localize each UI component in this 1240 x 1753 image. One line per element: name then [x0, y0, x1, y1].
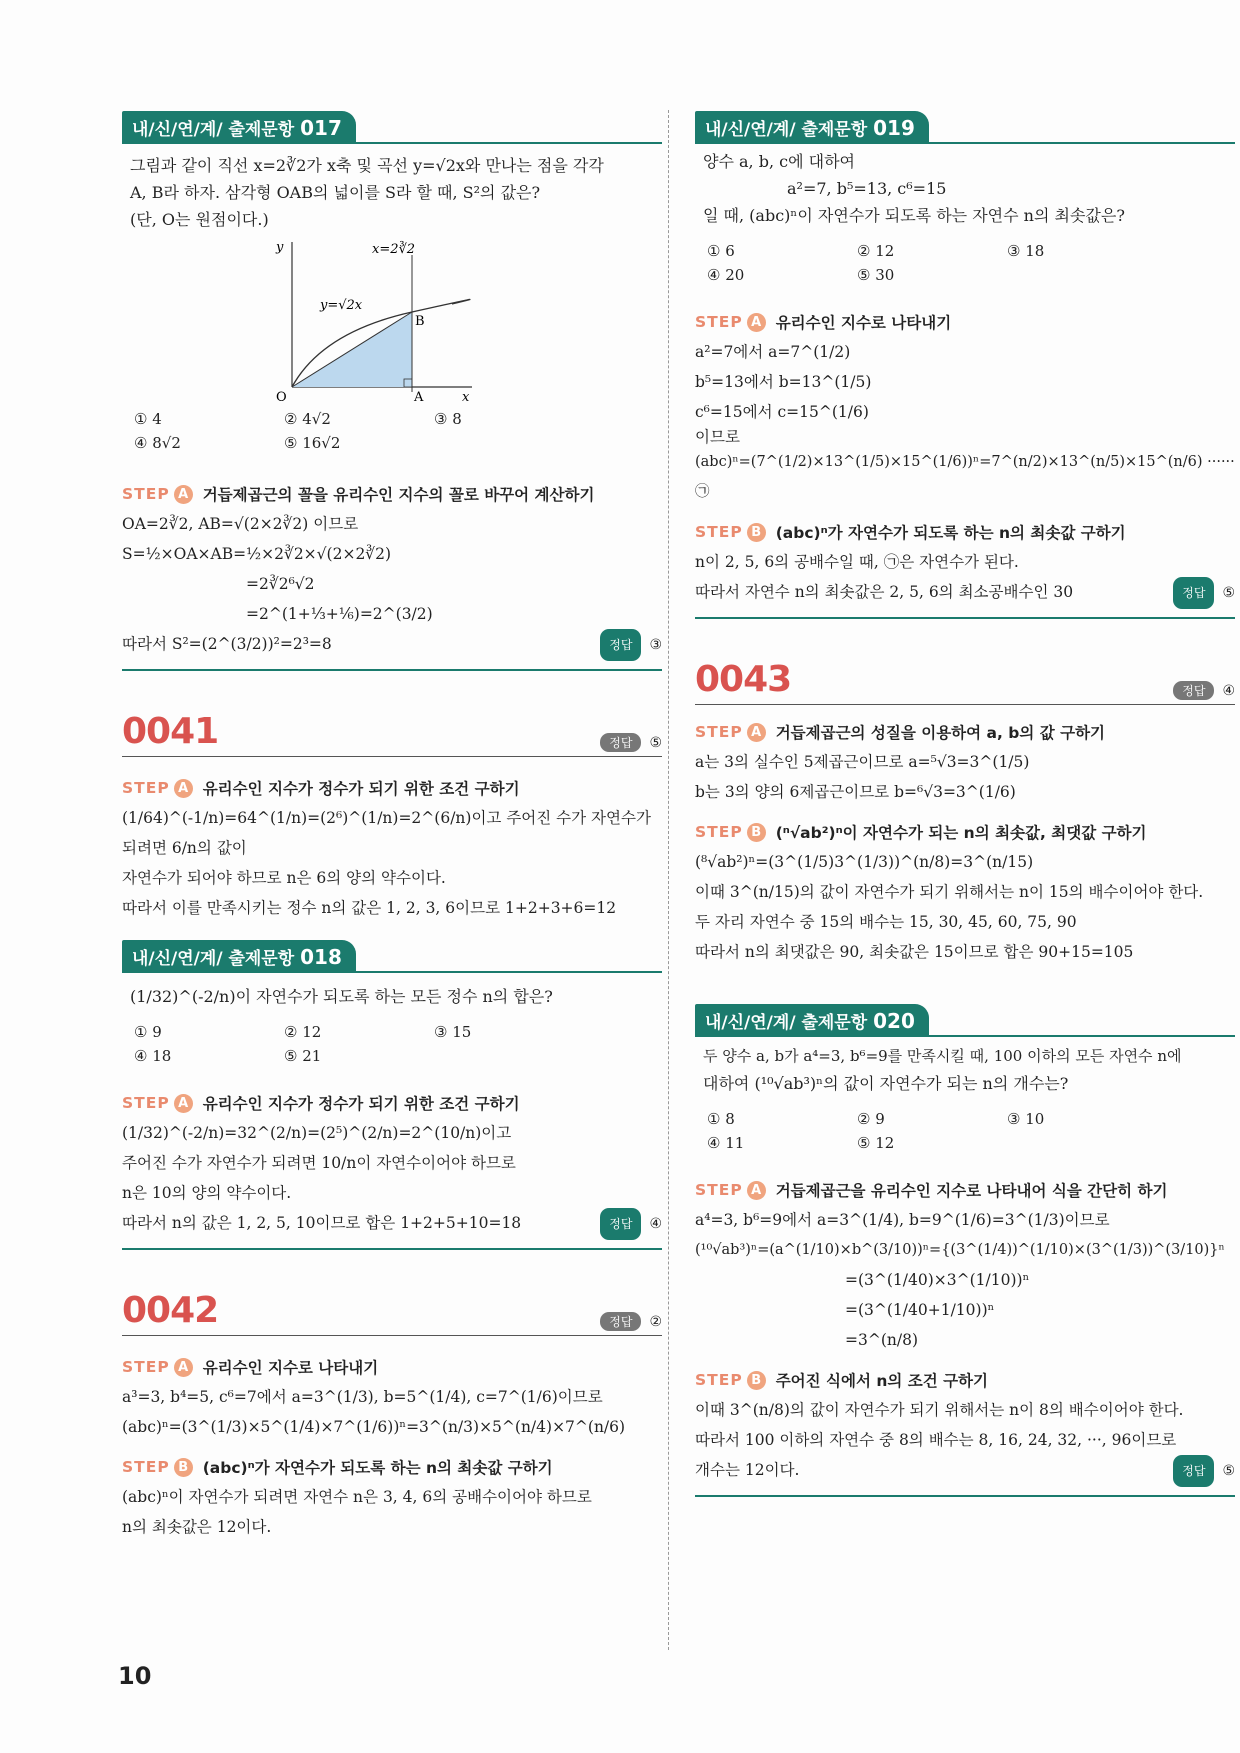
choice: ⑤ 30 — [857, 266, 895, 284]
header-rule — [356, 971, 662, 973]
step-title: (abc)ⁿ가 자연수가 되도록 하는 n의 최솟값 구하기 — [202, 1459, 553, 1477]
choice: ② 4√2 — [284, 410, 331, 428]
question-017 — [122, 152, 662, 233]
step-title: (ⁿ√ab²)ⁿ이 자연수가 되는 n의 최솟값, 최댓값 구하기 — [775, 824, 1147, 842]
step-letter: B — [747, 823, 766, 842]
step-b-0043 — [695, 821, 1235, 843]
problem-number: 0042 — [122, 1290, 219, 1331]
solution-line: 따라서 100 이하의 자연수 중 8의 배수는 8, 16, 24, 32, ···, 96이므로 — [695, 1431, 1177, 1449]
choices-020 — [695, 1107, 1235, 1155]
step-title: 거듭제곱근을 유리수인 지수로 나타내어 식을 간단히 하기 — [775, 1182, 1168, 1200]
choice: ④ 8√2 — [134, 434, 181, 452]
problem-number: 0041 — [122, 711, 219, 752]
solution-line: 이때 3^(n/15)의 값이 자연수가 되기 위해서는 n이 15의 배수이어야 한다. — [695, 883, 1204, 901]
solution-line: 두 자리 자연수 중 15의 배수는 15, 30, 45, 60, 75, 90 — [695, 913, 1077, 931]
solution-line: (¹⁰√ab³)ⁿ=(a^(1/10)×b^(3/10))ⁿ={(3^(1/4))^(1/10)×(3^(1/3))^(3/10)}ⁿ — [695, 1242, 1225, 1258]
question-line: (단, O는 원점이다.) — [130, 210, 269, 229]
step-tag: STEP — [122, 1358, 170, 1376]
question-019 — [695, 148, 1235, 229]
line-equation-label: x=2∛2 — [372, 242, 416, 257]
choice: ④ 11 — [707, 1134, 745, 1152]
step-title: (abc)ⁿ가 자연수가 되도록 하는 n의 최솟값 구하기 — [775, 524, 1126, 542]
choices-018 — [122, 1020, 662, 1068]
step-tag: STEP — [122, 1458, 170, 1476]
step-title: 유리수인 지수로 나타내기 — [775, 314, 952, 332]
step-letter: A — [174, 779, 193, 798]
question-line: 양수 a, b, c에 대하여 — [703, 152, 855, 171]
step-title: 유리수인 지수가 정수가 되기 위한 조건 구하기 — [202, 780, 520, 798]
step-title: 주어진 식에서 n의 조건 구하기 — [775, 1372, 988, 1390]
point-a-label: A — [414, 390, 424, 405]
step-a-020 — [695, 1179, 1235, 1201]
solution-line: c⁶=15에서 c=15^(1/6) — [695, 403, 869, 421]
answer-value: ③ — [649, 637, 662, 653]
header-prefix: 내/신/연/계/ 출제문항 — [132, 119, 295, 140]
problem-header-017 — [122, 110, 662, 144]
solution-line: S=½×OA×AB=½×2∛2×√(2×2∛2) — [122, 545, 392, 563]
answer-badge: 정답 — [600, 1208, 641, 1240]
question-020 — [695, 1043, 1235, 1097]
step-title: 거듭제곱근의 꼴을 유리수인 지수의 꼴로 바꾸어 계산하기 — [202, 486, 595, 504]
section-separator — [695, 1495, 1235, 1497]
answer-019 — [1173, 577, 1235, 609]
solution-line: 개수는 12이다. — [695, 1461, 800, 1479]
step-tag: STEP — [695, 1371, 743, 1389]
problem-code: 017 — [300, 115, 342, 140]
graph-017 — [262, 237, 522, 405]
solution-line: 따라서 자연수 n의 최솟값은 2, 5, 6의 최소공배수인 30 — [695, 583, 1074, 601]
answer-0041 — [600, 733, 662, 752]
solution-line: (1/64)^(-1/n)=64^(1/n)=(2⁶)^(1/n)=2^(6/n)이고 주어진 수가 자연수가 되려면 6/n의 값이 — [122, 809, 651, 857]
header-rule — [929, 1035, 1235, 1037]
solution-line: (abc)ⁿ=(3^(1/3)×5^(1/4)×7^(1/6))ⁿ=3^(n/3)×5^(n/4)×7^(n/6) — [122, 1418, 626, 1436]
solution-line: 따라서 이를 만족시키는 정수 n의 값은 1, 2, 3, 6이므로 1+2+3+6=12 — [122, 899, 617, 917]
question-line: 대하여 (¹⁰√ab³)ⁿ의 값이 자연수가 되는 n의 개수는? — [703, 1074, 1069, 1093]
page-number: 10 — [118, 1662, 152, 1690]
right-column — [695, 110, 1235, 1497]
solution-line: a⁴=3, b⁶=9에서 a=3^(1/4), b=9^(1/6)=3^(1/3)이므로 — [695, 1211, 1110, 1229]
choice: ⑤ 12 — [857, 1134, 895, 1152]
left-column — [122, 110, 662, 1542]
problem-0043-header — [695, 659, 1235, 705]
step-letter: B — [174, 1458, 193, 1477]
curve-equation-label: y=√2x — [320, 298, 363, 313]
choice: ① 4 — [134, 410, 162, 428]
choice: ① 6 — [707, 242, 735, 260]
step-title: 유리수인 지수가 정수가 되기 위한 조건 구하기 — [202, 1095, 520, 1113]
choice: ④ 20 — [707, 266, 745, 284]
answer-badge: 정답 — [600, 629, 641, 661]
section-separator — [695, 617, 1235, 619]
solution-line: n은 10의 양의 약수이다. — [122, 1184, 292, 1202]
solution-line: b는 3의 양의 6제곱근이므로 b=⁶√3=3^(1/6) — [695, 783, 1016, 801]
step-a-018 — [122, 1092, 662, 1114]
step-a-0043 — [695, 721, 1235, 743]
problem-header-020 — [695, 1003, 1235, 1037]
solution-line: b⁵=13에서 b=13^(1/5) — [695, 373, 872, 391]
step-letter: B — [747, 1371, 766, 1390]
solution-line: 따라서 n의 값은 1, 2, 5, 10이므로 합은 1+2+5+10=18 — [122, 1214, 522, 1232]
step-letter: A — [174, 1358, 193, 1377]
answer-badge: 정답 — [1173, 1455, 1214, 1487]
choice: ② 12 — [284, 1023, 322, 1041]
problem-header-018 — [122, 939, 662, 973]
step-letter: A — [174, 485, 193, 504]
solution-line: n의 최솟값은 12이다. — [122, 1518, 272, 1536]
column-divider — [668, 110, 669, 1650]
section-separator — [122, 669, 662, 671]
choice: ① 8 — [707, 1110, 735, 1128]
problem-0041-header — [122, 711, 662, 757]
header-prefix: 내/신/연/계/ 출제문항 — [705, 119, 868, 140]
answer-020 — [1173, 1455, 1235, 1487]
x-label: x — [462, 390, 470, 405]
step-tag: STEP — [122, 1094, 170, 1112]
step-title: 유리수인 지수로 나타내기 — [202, 1359, 379, 1377]
answer-0043 — [1173, 681, 1235, 700]
step-tag: STEP — [122, 485, 170, 503]
solution-line: (⁸√ab²)ⁿ=(3^(1/5)3^(1/3))^(n/8)=3^(n/15) — [695, 853, 1034, 871]
problem-number: 0043 — [695, 659, 792, 700]
choice: ③ 8 — [434, 410, 462, 428]
question-line: a²=7, b⁵=13, c⁶=15 — [787, 179, 947, 198]
question-line: 두 양수 a, b가 a⁴=3, b⁶=9를 만족시킬 때, 100 이하의 모든 자연수 n에 — [703, 1047, 1182, 1065]
step-tag: STEP — [695, 523, 743, 541]
choice: ② 9 — [857, 1110, 885, 1128]
solution-line: 따라서 S²=(2^(3/2))²=2³=8 — [122, 635, 332, 653]
solution-line: OA=2∛2, AB=√(2×2∛2) 이므로 — [122, 515, 359, 533]
answer-badge: 정답 — [600, 733, 641, 752]
solution-line: 주어진 수가 자연수가 되려면 10/n이 자연수이어야 하므로 — [122, 1154, 516, 1172]
step-b-019 — [695, 521, 1235, 543]
point-b-label: B — [415, 314, 425, 329]
step-tag: STEP — [695, 1181, 743, 1199]
choice: ③ 18 — [1007, 242, 1045, 260]
problem-header-019 — [695, 110, 1235, 144]
step-tag: STEP — [695, 723, 743, 741]
solution-line: =(3^(1/40+1/10))ⁿ — [845, 1301, 995, 1319]
answer-value: ⑤ — [649, 734, 662, 751]
solution-line: =2∛2⁶√2 — [246, 575, 315, 593]
step-letter: A — [747, 1181, 766, 1200]
step-tag: STEP — [695, 823, 743, 841]
answer-017 — [600, 629, 662, 661]
choice: ⑤ 16√2 — [284, 434, 341, 452]
step-letter: B — [747, 523, 766, 542]
header-prefix: 내/신/연/계/ 출제문항 — [132, 948, 295, 969]
header-prefix: 내/신/연/계/ 출제문항 — [705, 1012, 868, 1033]
step-letter: A — [174, 1094, 193, 1113]
step-letter: A — [747, 723, 766, 742]
choice: ③ 15 — [434, 1023, 472, 1041]
solution-line: 이때 3^(n/8)의 값이 자연수가 되기 위해서는 n이 8의 배수이어야 한다. — [695, 1401, 1184, 1419]
answer-value: ⑤ — [1222, 1463, 1235, 1479]
section-separator — [122, 1248, 662, 1250]
choice: ③ 10 — [1007, 1110, 1045, 1128]
y-label: y — [276, 240, 284, 255]
header-rule — [929, 142, 1235, 144]
question-line: 일 때, (abc)ⁿ이 자연수가 되도록 하는 자연수 n의 최솟값은? — [703, 206, 1125, 225]
answer-badge: 정답 — [600, 1312, 641, 1331]
choice: ① 9 — [134, 1023, 162, 1041]
solution-line: (abc)ⁿ이 자연수가 되려면 자연수 n은 3, 4, 6의 공배수이어야 하므로 — [122, 1488, 592, 1506]
answer-value: ④ — [649, 1216, 662, 1232]
header-rule — [356, 142, 662, 144]
step-b-0042 — [122, 1456, 662, 1478]
answer-value: ④ — [1222, 682, 1235, 699]
step-a-019 — [695, 311, 1235, 333]
solution-line: a³=3, b⁴=5, c⁶=7에서 a=3^(1/3), b=5^(1/4), c=7^(1/6)이므로 — [122, 1388, 603, 1406]
choice: ④ 18 — [134, 1047, 172, 1065]
problem-code: 020 — [873, 1008, 915, 1033]
choice: ⑤ 21 — [284, 1047, 322, 1065]
solution-line: =(3^(1/40)×3^(1/10))ⁿ — [845, 1271, 1030, 1289]
origin-label: O — [276, 390, 287, 405]
solution-line: (abc)ⁿ=(7^(1/2)×13^(1/5)×15^(1/6))ⁿ=7^(n/2)×13^(n/5)×15^(n/6) ······ ㉠ — [695, 454, 1235, 500]
solution-line: 따라서 n의 최댓값은 90, 최솟값은 15이므로 합은 90+15=105 — [695, 943, 1134, 961]
step-a-017 — [122, 483, 662, 505]
solution-line: 이므로 — [695, 428, 740, 446]
step-tag: STEP — [695, 313, 743, 331]
solution-line: a는 3의 실수인 5제곱근이므로 a=⁵√3=3^(1/5) — [695, 753, 1030, 771]
answer-018 — [600, 1208, 662, 1240]
solution-line: =2^(1+⅓+⅙)=2^(3/2) — [246, 605, 433, 623]
step-b-020 — [695, 1369, 1235, 1391]
step-tag: STEP — [122, 779, 170, 797]
choices-019 — [695, 239, 1235, 287]
question-line: A, B라 하자. 삼각형 OAB의 넓이를 S라 할 때, S²의 값은? — [130, 183, 541, 202]
choice: ② 12 — [857, 242, 895, 260]
choices-017 — [122, 407, 662, 455]
question-line: 그림과 같이 직선 x=2∛2가 x축 및 곡선 y=√2x와 만나는 점을 각각 — [130, 156, 604, 175]
step-letter: A — [747, 313, 766, 332]
step-a-0041 — [122, 777, 662, 799]
question-018: (1/32)^(-2/n)이 자연수가 되도록 하는 모든 정수 n의 합은? — [130, 987, 553, 1006]
answer-0042 — [600, 1312, 662, 1331]
step-title: 거듭제곱근의 성질을 이용하여 a, b의 값 구하기 — [775, 724, 1106, 742]
answer-value: ② — [649, 1313, 662, 1330]
solution-line: n이 2, 5, 6의 공배수일 때, ㉠은 자연수가 된다. — [695, 553, 1019, 571]
problem-code: 019 — [873, 115, 915, 140]
step-a-0042 — [122, 1356, 662, 1378]
problem-0042-header — [122, 1290, 662, 1336]
answer-badge: 정답 — [1173, 577, 1214, 609]
solution-line: 자연수가 되어야 하므로 n은 6의 양의 약수이다. — [122, 869, 446, 887]
problem-code: 018 — [300, 944, 342, 969]
answer-badge: 정답 — [1173, 681, 1214, 700]
solution-line: (1/32)^(-2/n)=32^(2/n)=(2⁵)^(2/n)=2^(10/n)이고 — [122, 1124, 512, 1142]
answer-value: ⑤ — [1222, 585, 1235, 601]
solution-line: a²=7에서 a=7^(1/2) — [695, 343, 851, 361]
solution-line: =3^(n/8) — [845, 1331, 918, 1349]
